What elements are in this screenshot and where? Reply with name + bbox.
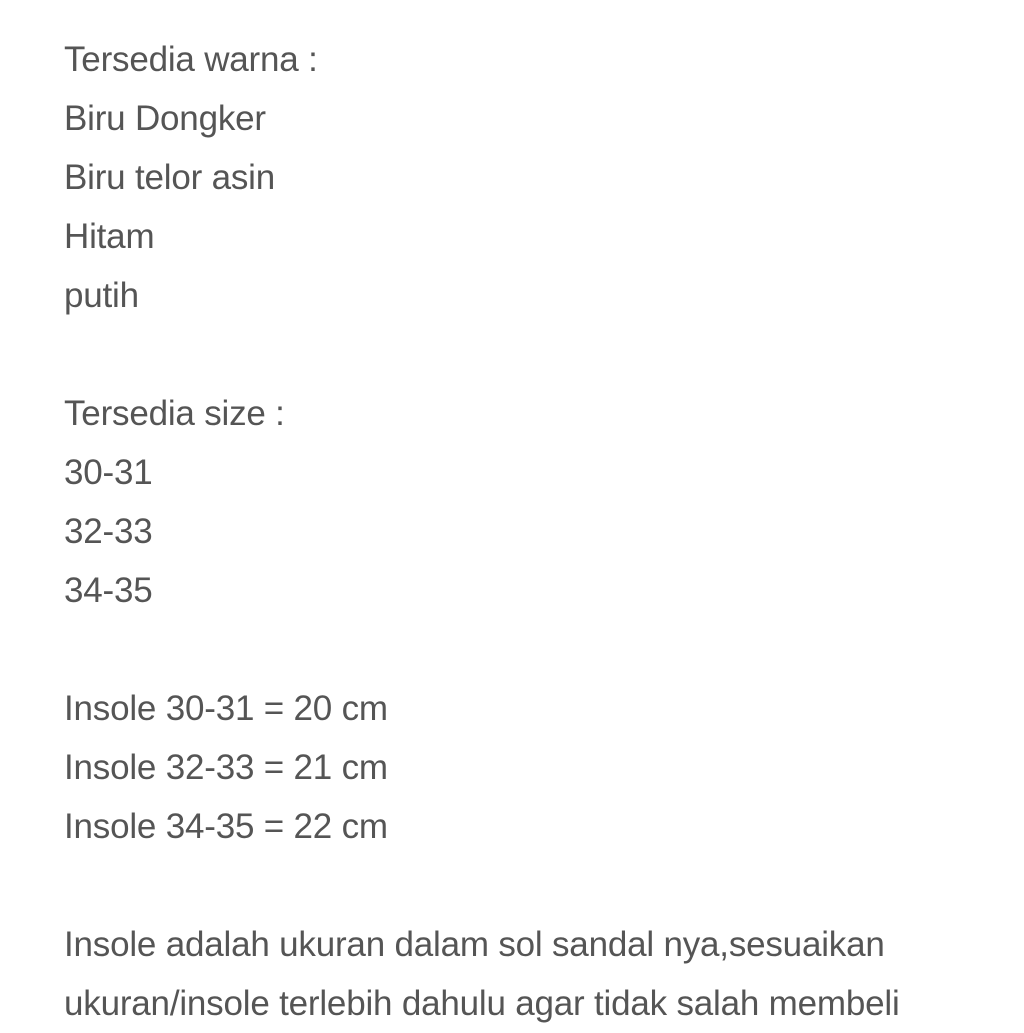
insole-item: Insole 32-33 = 21 cm xyxy=(64,748,388,787)
section-spacer xyxy=(64,856,984,915)
sizes-heading: Tersedia size : xyxy=(64,394,285,433)
size-item: 32-33 xyxy=(64,512,153,551)
size-item: 30-31 xyxy=(64,453,153,492)
color-item: putih xyxy=(64,276,139,315)
colors-heading: Tersedia warna : xyxy=(64,40,318,79)
insole-item: Insole 30-31 = 20 cm xyxy=(64,689,388,728)
section-spacer xyxy=(64,620,984,679)
insole-note-line: ukuran/insole terlebih dahulu agar tidak salah membeli xyxy=(64,984,900,1023)
color-item: Biru telor asin xyxy=(64,158,275,197)
insole-note-line: Insole adalah ukuran dalam sol sandal nya,sesuaikan xyxy=(64,925,885,964)
section-spacer xyxy=(64,325,984,384)
color-item: Hitam xyxy=(64,217,155,256)
size-item: 34-35 xyxy=(64,571,153,610)
product-description xyxy=(64,30,984,1033)
color-item: Biru Dongker xyxy=(64,99,266,138)
insole-item: Insole 34-35 = 22 cm xyxy=(64,807,388,846)
